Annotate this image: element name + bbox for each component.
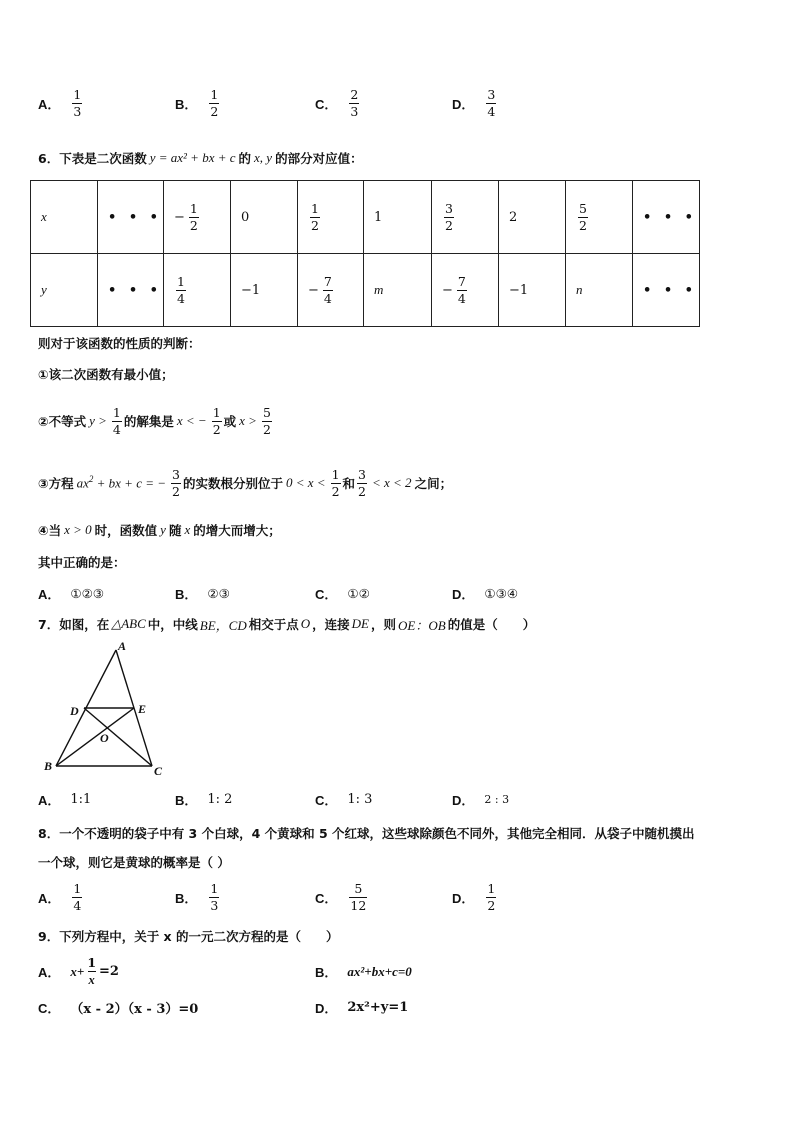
fraction: $\frac{3}{4}$ xyxy=(487,87,496,119)
statement-4: ④当 x > 0 时，函数值 y 随 x 的增大而增大； xyxy=(38,522,281,538)
q5-option-c: C． $\frac{2}{3}$ xyxy=(315,87,359,119)
table-row-x: x • • • − $\frac{1}{2}$ 0 $\frac{1}{2}$ 1 $\frac{3}{2}$ 2 $\frac{5}{2}$ • • • xyxy=(31,181,700,254)
q6-stem: 6． 下表是二次函数 y = ax² + bx + c 的 x, y 的部分对应值： xyxy=(38,150,363,166)
label-c: C xyxy=(154,764,163,778)
statement-1: ①该二次函数有最小值； xyxy=(38,367,174,382)
correct-prompt: 其中正确的是： xyxy=(38,555,126,570)
label-b: B xyxy=(44,759,53,773)
q8-line-2: 一个球，则它是黄球的概率是（ ） xyxy=(38,855,230,870)
q6-option-b: B． ②③ xyxy=(175,586,230,602)
q7-option-a: A． 1:1 xyxy=(38,792,92,808)
q7-option-c: C． 1: 3 xyxy=(315,792,373,808)
label-a: A xyxy=(118,639,127,653)
q9-option-d: D． 2x²+y=1 xyxy=(315,1000,409,1016)
statement-2: ②不等式 y > $\frac{1}{4}$ 的解集是 x < − $\frac{1}{2}$ 或 x > $\frac{5}{2}$ xyxy=(38,404,271,437)
value-table xyxy=(30,180,700,327)
q8-option-a: A． $\frac{1}{4}$ xyxy=(38,881,82,913)
q9-option-c: C． （x - 2）（x - 3）=0 xyxy=(38,1001,199,1017)
statement-3: ③方程 $ax^2$ + bx + c = − $\frac{3}{2}$ 的实数根分别位于 0 < x < $\frac{1}{2}$ 和 $\frac{3}{2}$ < x < 2 之间； xyxy=(38,466,453,499)
q7-option-b: B． 1: 2 xyxy=(175,792,233,808)
q7-option-d: D． 2 : 3 xyxy=(452,793,510,808)
triangle-figure xyxy=(40,638,180,780)
q7-stem: 7． 如图，在 △ABC 中，中线 BE，CD 相交于点 O ，连接 DE ，则 OE：OB 的值是（ ） xyxy=(38,616,536,633)
q8-option-c: C． $\frac{5}{12}$ xyxy=(315,881,367,913)
q8-option-b: B． $\frac{1}{3}$ xyxy=(175,881,219,913)
q8-option-d: D． $\frac{1}{2}$ xyxy=(452,881,496,913)
q6-option-a: A． ①②③ xyxy=(38,586,105,602)
q5-option-a: A． $\frac{1}{3}$ xyxy=(38,87,82,119)
label-d: D xyxy=(70,704,79,718)
q5-option-d: D． $\frac{3}{4}$ xyxy=(452,87,496,119)
judge-intro: 则对于该函数的性质的判断： xyxy=(38,336,201,351)
q5-option-b: B． $\frac{1}{2}$ xyxy=(175,87,219,119)
fraction: $\frac{1}{3}$ xyxy=(73,87,82,119)
q9-option-a: A． x+ $\frac{1}{x}$ =2 xyxy=(38,955,119,987)
label-o: O xyxy=(100,731,109,745)
table-row-y: y • • • $\frac{1}{4}$ −1 − $\frac{7}{4}$ m − $\frac{7}{4}$ −1 n • • • xyxy=(31,254,700,327)
q8-line-1: 8．一个不透明的袋子中有 3 个白球，4 个黄球和 5 个红球，这些球除颜色不同外，其他完全相同．从袋子中随机摸出 xyxy=(38,826,695,841)
q9-option-b: B． ax²+bx+c=0 xyxy=(315,963,412,980)
fraction: $\frac{1}{2}$ xyxy=(210,87,219,119)
q6-option-d: D． ①③④ xyxy=(452,586,519,602)
label-e: E xyxy=(138,702,147,716)
fraction: $\frac{2}{3}$ xyxy=(350,87,359,119)
q6-option-c: C． ①② xyxy=(315,586,370,602)
q9-stem: 9．下列方程中，关于 x 的一元二次方程的是（ ） xyxy=(38,929,339,944)
